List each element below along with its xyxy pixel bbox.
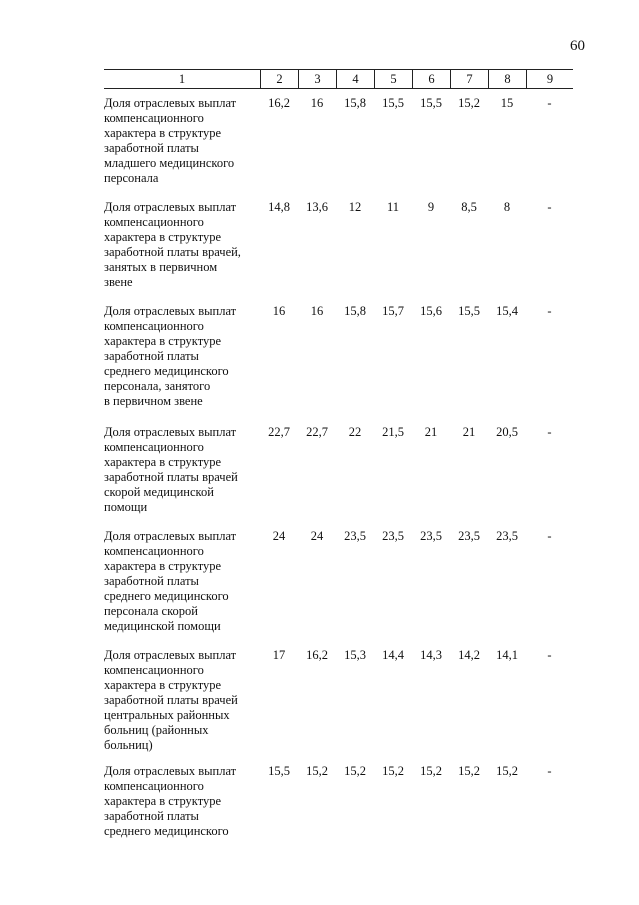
- cell-col-8: 14,1: [496, 648, 518, 662]
- row-label: Доля отраслевых выплат компенсационного характера в структуре заработной платы врачей центральных районных больниц (районных больниц): [104, 648, 238, 752]
- table-row: [104, 764, 573, 839]
- cell-col-5: 15,5: [382, 96, 404, 110]
- cell-col-5: 23,5: [382, 529, 404, 543]
- cell-col-9: -: [547, 96, 552, 110]
- cell-col-4: 23,5: [344, 529, 366, 543]
- cell-col-9: -: [547, 425, 552, 439]
- cell-col-7: 14,2: [458, 648, 480, 662]
- cell-col-8: 15: [500, 96, 514, 110]
- cell-col-5: 11: [386, 200, 400, 214]
- cell-col-8: 23,5: [496, 529, 518, 543]
- row-label: Доля отраслевых выплат компенсационного характера в структуре заработной платы младшего медицинского персонала: [104, 96, 237, 185]
- cell-col-3: 24: [310, 529, 324, 543]
- cell-col-9: -: [547, 529, 552, 543]
- cell-col-5: 21,5: [382, 425, 404, 439]
- cell-col-3: 15,2: [306, 764, 328, 778]
- header-col-2: 2: [260, 70, 298, 88]
- cell-col-8: 8: [503, 200, 511, 214]
- cell-col-2: 15,5: [268, 764, 290, 778]
- table-header-bottom-border: [104, 88, 573, 89]
- cell-col-8: 15,2: [496, 764, 518, 778]
- header-col-8: 8: [488, 70, 526, 88]
- cell-col-8: 15,4: [496, 304, 518, 318]
- cell-col-7: 15,5: [458, 304, 480, 318]
- cell-col-2: 22,7: [268, 425, 290, 439]
- cell-col-6: 14,3: [420, 648, 442, 662]
- cell-col-9: -: [547, 200, 552, 214]
- cell-col-4: 15,3: [344, 648, 366, 662]
- row-label: Доля отраслевых выплат компенсационного характера в структуре заработной платы среднего медицинского: [104, 764, 237, 838]
- table-row: [104, 648, 573, 753]
- cell-col-2: 16,2: [268, 96, 290, 110]
- cell-col-3: 16,2: [306, 648, 328, 662]
- table-row: [104, 304, 573, 409]
- row-label: Доля отраслевых выплат компенсационного характера в структуре заработной платы среднего медицинского персонала, занятого в первичном звене: [104, 304, 237, 408]
- cell-col-9: -: [547, 764, 552, 778]
- cell-col-6: 15,6: [420, 304, 442, 318]
- cell-col-9: -: [547, 304, 552, 318]
- cell-col-5: 15,2: [382, 764, 404, 778]
- cell-col-2: 24: [272, 529, 286, 543]
- cell-col-4: 12: [348, 200, 362, 214]
- cell-col-3: 22,7: [306, 425, 328, 439]
- row-label: Доля отраслевых выплат компенсационного характера в структуре заработной платы врачей скорой медицинской помощи: [104, 425, 238, 514]
- cell-col-9: -: [547, 648, 552, 662]
- row-label: Доля отраслевых выплат компенсационного характера в структуре заработной платы среднего медицинского персонала скорой медицинской помощи: [104, 529, 237, 633]
- cell-col-4: 15,2: [344, 764, 366, 778]
- cell-col-7: 23,5: [458, 529, 480, 543]
- cell-col-4: 22: [348, 425, 362, 439]
- header-col-1: 1: [178, 72, 186, 86]
- table-row: [104, 96, 573, 186]
- header-col-5: 5: [374, 70, 412, 88]
- cell-col-2: 16: [272, 304, 286, 318]
- cell-col-6: 9: [427, 200, 435, 214]
- cell-col-4: 15,8: [344, 96, 366, 110]
- page-number: 60: [570, 38, 585, 54]
- table-header-row: [104, 70, 573, 88]
- row-label: Доля отраслевых выплат компенсационного характера в структуре заработной платы врачей, занятых в первичном звене: [104, 200, 241, 289]
- cell-col-7: 15,2: [458, 764, 480, 778]
- cell-col-3: 16: [310, 304, 324, 318]
- cell-col-6: 21: [424, 425, 438, 439]
- cell-col-3: 13,6: [306, 200, 328, 214]
- cell-col-6: 23,5: [420, 529, 442, 543]
- table-row: [104, 200, 573, 290]
- cell-col-2: 17: [272, 648, 286, 662]
- table-row: [104, 529, 573, 634]
- header-col-3: 3: [298, 70, 336, 88]
- cell-col-4: 15,8: [344, 304, 366, 318]
- cell-col-2: 14,8: [268, 200, 290, 214]
- header-col-4: 4: [336, 70, 374, 88]
- cell-col-8: 20,5: [496, 425, 518, 439]
- table-row: [104, 425, 573, 515]
- cell-col-6: 15,2: [420, 764, 442, 778]
- cell-col-6: 15,5: [420, 96, 442, 110]
- header-col-6: 6: [412, 70, 450, 88]
- cell-col-7: 21: [462, 425, 476, 439]
- cell-col-7: 15,2: [458, 96, 480, 110]
- cell-col-3: 16: [310, 96, 324, 110]
- header-col-9: 9: [526, 70, 573, 88]
- cell-col-7: 8,5: [461, 200, 477, 214]
- header-col-7: 7: [450, 70, 488, 88]
- cell-col-5: 15,7: [382, 304, 404, 318]
- cell-col-5: 14,4: [382, 648, 404, 662]
